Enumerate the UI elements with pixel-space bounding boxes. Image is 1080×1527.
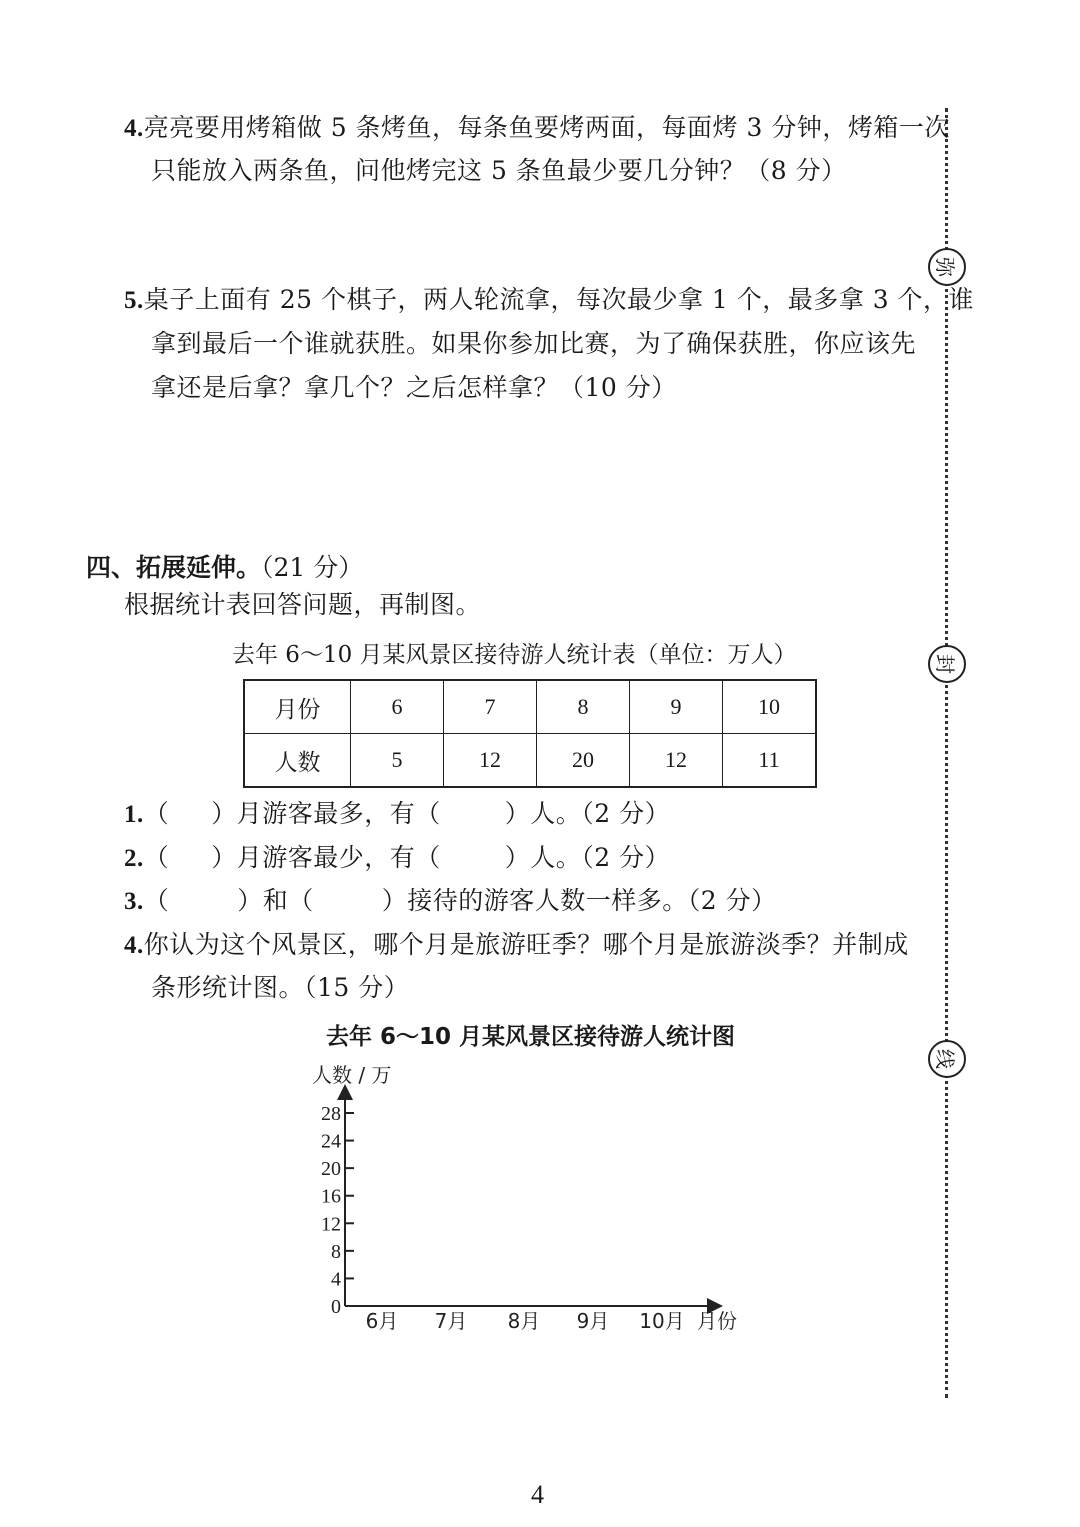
table-cell: 20 [537,734,630,788]
q3-part-c: ）接待的游客人数一样多。（2 分） [381,886,777,915]
question-4-line-1 [124,932,909,958]
seal-mark-mi: 弥 [928,248,966,286]
section-4-title: 四、拓展延伸。 [86,553,262,582]
problem-5-line-1 [124,287,974,313]
table-cell: 12 [630,734,723,788]
y-tick-label: 28 [321,1103,341,1125]
table-row-months [244,680,816,734]
table-cell: 6 [351,680,444,734]
y-tick-label: 24 [321,1130,341,1153]
y-ticks [321,1103,354,1318]
chart-title: 去年 6～10 月某风景区接待游人统计图 [326,1024,736,1050]
problem-5-line-3: 拿还是后拿？拿几个？之后怎样拿？（10 分） [151,373,677,402]
x-category-label: 6月 [365,1309,399,1333]
question-1 [124,801,670,827]
problem-4-text-1: 亮亮要用烤箱做 5 条烤鱼，每条鱼要烤两面，每面烤 3 分钟，烤箱一次 [143,113,950,142]
table-cell: 9 [630,680,723,734]
q1-part-a: （ [143,799,170,828]
problem-5-number: 5. [124,287,144,314]
y-tick-label: 0 [331,1296,341,1318]
section-4-heading [86,548,363,584]
question-4-line-2: 条形统计图。（15 分） [151,973,410,1002]
problem-5-line-2: 拿到最后一个谁就获胜。如果你参加比赛，为了确保获胜，你应该先 [151,329,917,358]
q2-part-b: ）月游客最少，有（ [211,843,441,872]
x-categories [366,1309,685,1333]
question-1-number: 1. [124,801,144,828]
q1-part-b: ）月游客最多，有（ [211,799,441,828]
table-row-visitors [244,734,816,788]
q1-part-c: ）人。（2 分） [504,799,671,828]
q2-part-a: （ [143,843,170,872]
table-cell: 10 [723,680,817,734]
question-2-number: 2. [124,845,144,872]
y-tick-label: 8 [331,1240,341,1263]
table-caption: 去年 6～10 月某风景区接待游人统计表（单位：万人） [232,642,797,668]
question-3-number: 3. [124,888,144,915]
page-number: 4 [531,1480,544,1509]
problem-4-line-1 [124,115,950,141]
question-2 [124,845,670,871]
y-tick-label: 20 [321,1158,341,1181]
seal-mark-feng: 封 [928,645,966,683]
section-4-instruction: 根据统计表回答问题，再制图。 [124,590,482,619]
q3-part-b: ）和（ [237,886,314,915]
section-4-points: （21 分） [261,553,364,582]
problem-5-text-1: 桌子上面有 25 个棋子，两人轮流拿，每次最少拿 1 个，最多拿 3 个，谁 [143,285,975,314]
visitor-statistics-table [243,679,817,788]
x-category-label: 7月 [434,1309,468,1333]
table-cell: 8 [537,680,630,734]
table-header-month: 月份 [244,680,351,734]
question-4-text-1: 你认为这个风景区，哪个月是旅游旺季？哪个月是旅游淡季？并制成 [143,930,909,959]
table-cell: 7 [444,680,537,734]
x-axis-label: 月份 [697,1309,737,1333]
x-category-label: 10月 [639,1309,685,1333]
y-tick-label: 16 [321,1185,341,1208]
y-tick-label: 12 [321,1213,341,1236]
table-header-visitors: 人数 [244,734,351,788]
problem-4-line-2: 只能放入两条鱼，问他烤完这 5 条鱼最少要几分钟？（8 分） [151,156,847,185]
table-cell: 5 [351,734,444,788]
table-cell: 11 [723,734,817,788]
q3-part-a: （ [143,886,170,915]
y-axis-label: 人数 / 万 [312,1063,392,1087]
x-category-label: 9月 [576,1309,610,1333]
seal-mark-xian: 线 [928,1040,966,1078]
question-3 [124,888,777,914]
table-cell: 12 [444,734,537,788]
y-tick-label: 4 [331,1268,341,1291]
problem-4-number: 4. [124,115,144,142]
q2-part-c: ）人。（2 分） [504,843,671,872]
question-4-number: 4. [124,932,144,959]
x-category-label: 8月 [507,1309,541,1333]
